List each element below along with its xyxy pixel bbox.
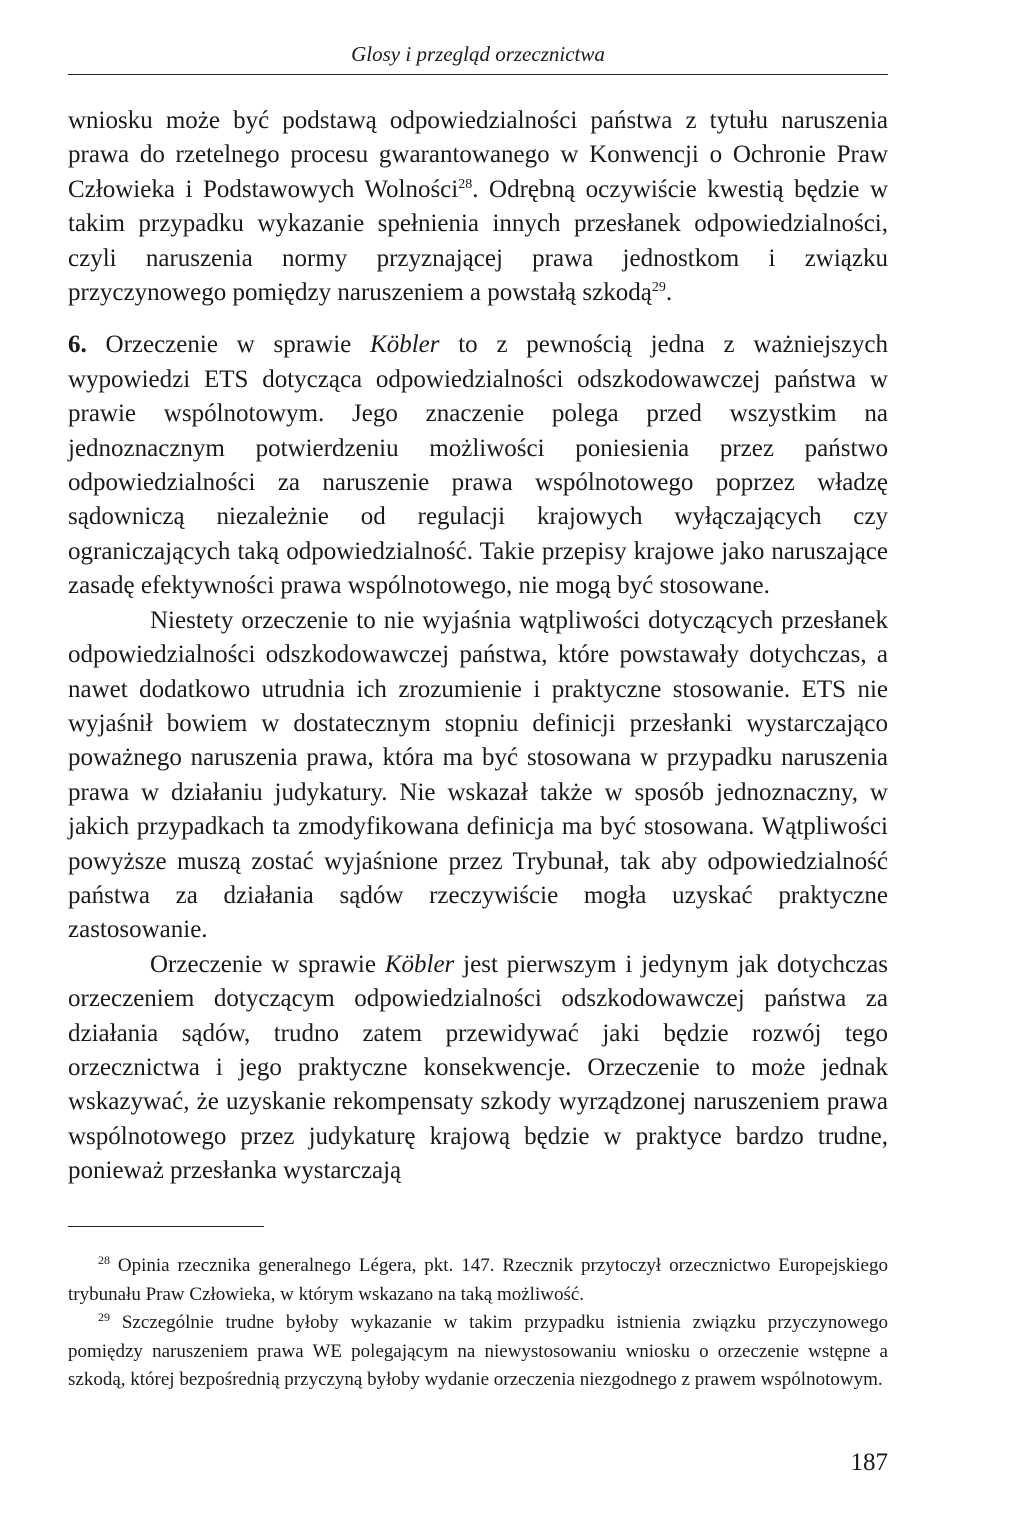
text-run: to z pewnością jedna z ważniejszych wypowiedzi ETS dotycząca odpowiedzialności odszkodowawczej państwa w prawie wspólnotowym. Jego znaczenie polega przed wszystkim na jednoznacznym potwierdzeniu możliwości poniesienia przez państwo odpowiedzialności za naruszenie prawa wspólnotowego poprzez władzę sądowniczą niezależnie od regulacji krajowych wyłączających czy ograniczających taką odpowiedzialność. Takie przepisy krajowe jako naruszające zasadę efektywności prawa wspólnotowego, nie mogą być stosowane.: [68, 331, 889, 600]
paragraph: [68, 948, 888, 1189]
text-run: . Odrębną oczywiście kwestią będzie w takim przypadku wykazanie spełnienia innych przesłanek odpowiedzialności, czyli naruszenia normy przyznającej prawa jednostkom i związku przyczynowego pomiędzy naruszeniem a powstałą szkodą: [68, 175, 888, 307]
footnote-number: 28: [98, 1253, 110, 1267]
page-number: 187: [850, 1449, 888, 1476]
footnote-29: [68, 1309, 888, 1395]
footnote-text: Szczególnie trudne byłoby wykazanie w takim przypadku istnienia związku przyczynowego pomiędzy naruszeniem prawa WE polegającym na niewystosowaniu wniosku o orzeczenie wstępne a szkodą, której bezpośrednią przyczyną byłoby wydanie orzeczenia niezgodnego z prawem wspólnotowym.: [68, 1312, 888, 1391]
footnote-28: [68, 1252, 888, 1309]
header-divider: [68, 74, 888, 75]
case-name: Köbler: [370, 331, 440, 359]
text-run: jest pierwszym i jedynym jak dotychczas orzeczeniem dotyczącym odpowiedzialności odszkodowawczej państwa za działania sądów, trudno zatem przewidywać jaki będzie rozwój tego orzecznictwa i jego praktyczne konsekwencje. Orzeczenie to może jednak wskazywać, że uzyskanie rekompensaty szkody wyrządzonej naruszeniem prawa wspólnotowego przez judykaturę krajową będzie w praktyce bardzo trudne, ponieważ przesłanka wystarczają: [68, 950, 889, 1185]
text-run: .: [665, 279, 673, 307]
footnote-text: Opinia rzecznika generalnego Légera, pkt. 147. Rzecznik przytoczył orzecznictwo Europejskiego trybunału Praw Człowieka, w którym wskazano na taką możliwość.: [68, 1255, 888, 1305]
footnote-divider: [68, 1226, 264, 1227]
section-number: 6.: [68, 331, 87, 359]
text-run: wniosku może być podstawą odpowiedzialności państwa z tytułu naruszenia prawa do rzetelnego procesu gwarantowanego w Konwencji o Ochronie Praw Człowieka i Podstawowych Wolności: [68, 107, 888, 203]
footnotes: [68, 1252, 888, 1395]
running-head: Glosy i przegląd orzecznictwa: [351, 42, 605, 66]
main-text: [68, 104, 888, 1189]
text-run: Orzeczenie w sprawie: [86, 331, 371, 359]
paragraph-continuation: [68, 104, 888, 310]
paragraph-section-6: [68, 328, 888, 603]
paragraph: Niestety orzeczenie to nie wyjaśnia wątpliwości dotyczących przesłanek odpowiedzialności odszkodowawczej państwa, które powstawały dotychczas, a nawet dodatkowo utrudnia ich zrozumienie i praktyczne stosowanie. ETS nie wyjaśnił bowiem w dostatecznym stopniu definicji przesłanki wystarczająco poważnego naruszenia prawa, która ma być stosowana w przypadku naruszenia prawa w działaniu judykatury. Nie wskazał także w sposób jednoznaczny, w jakich przypadkach ta zmodyfikowana definicja ma być stosowana. Wątpliwości powyższe muszą zostać wyjaśnione przez Trybunał, tak aby odpowiedzialność państwa za działania sądów rzeczywiście mogła uzyskać praktyczne zastosowanie.: [68, 606, 888, 944]
footnote-ref-28[interactable]: 28: [458, 176, 473, 192]
footnote-number: 29: [98, 1310, 110, 1325]
text-run: Orzeczenie w sprawie: [150, 950, 385, 978]
case-name: Köbler: [384, 950, 455, 978]
footnote-ref-29[interactable]: 29: [651, 280, 666, 296]
